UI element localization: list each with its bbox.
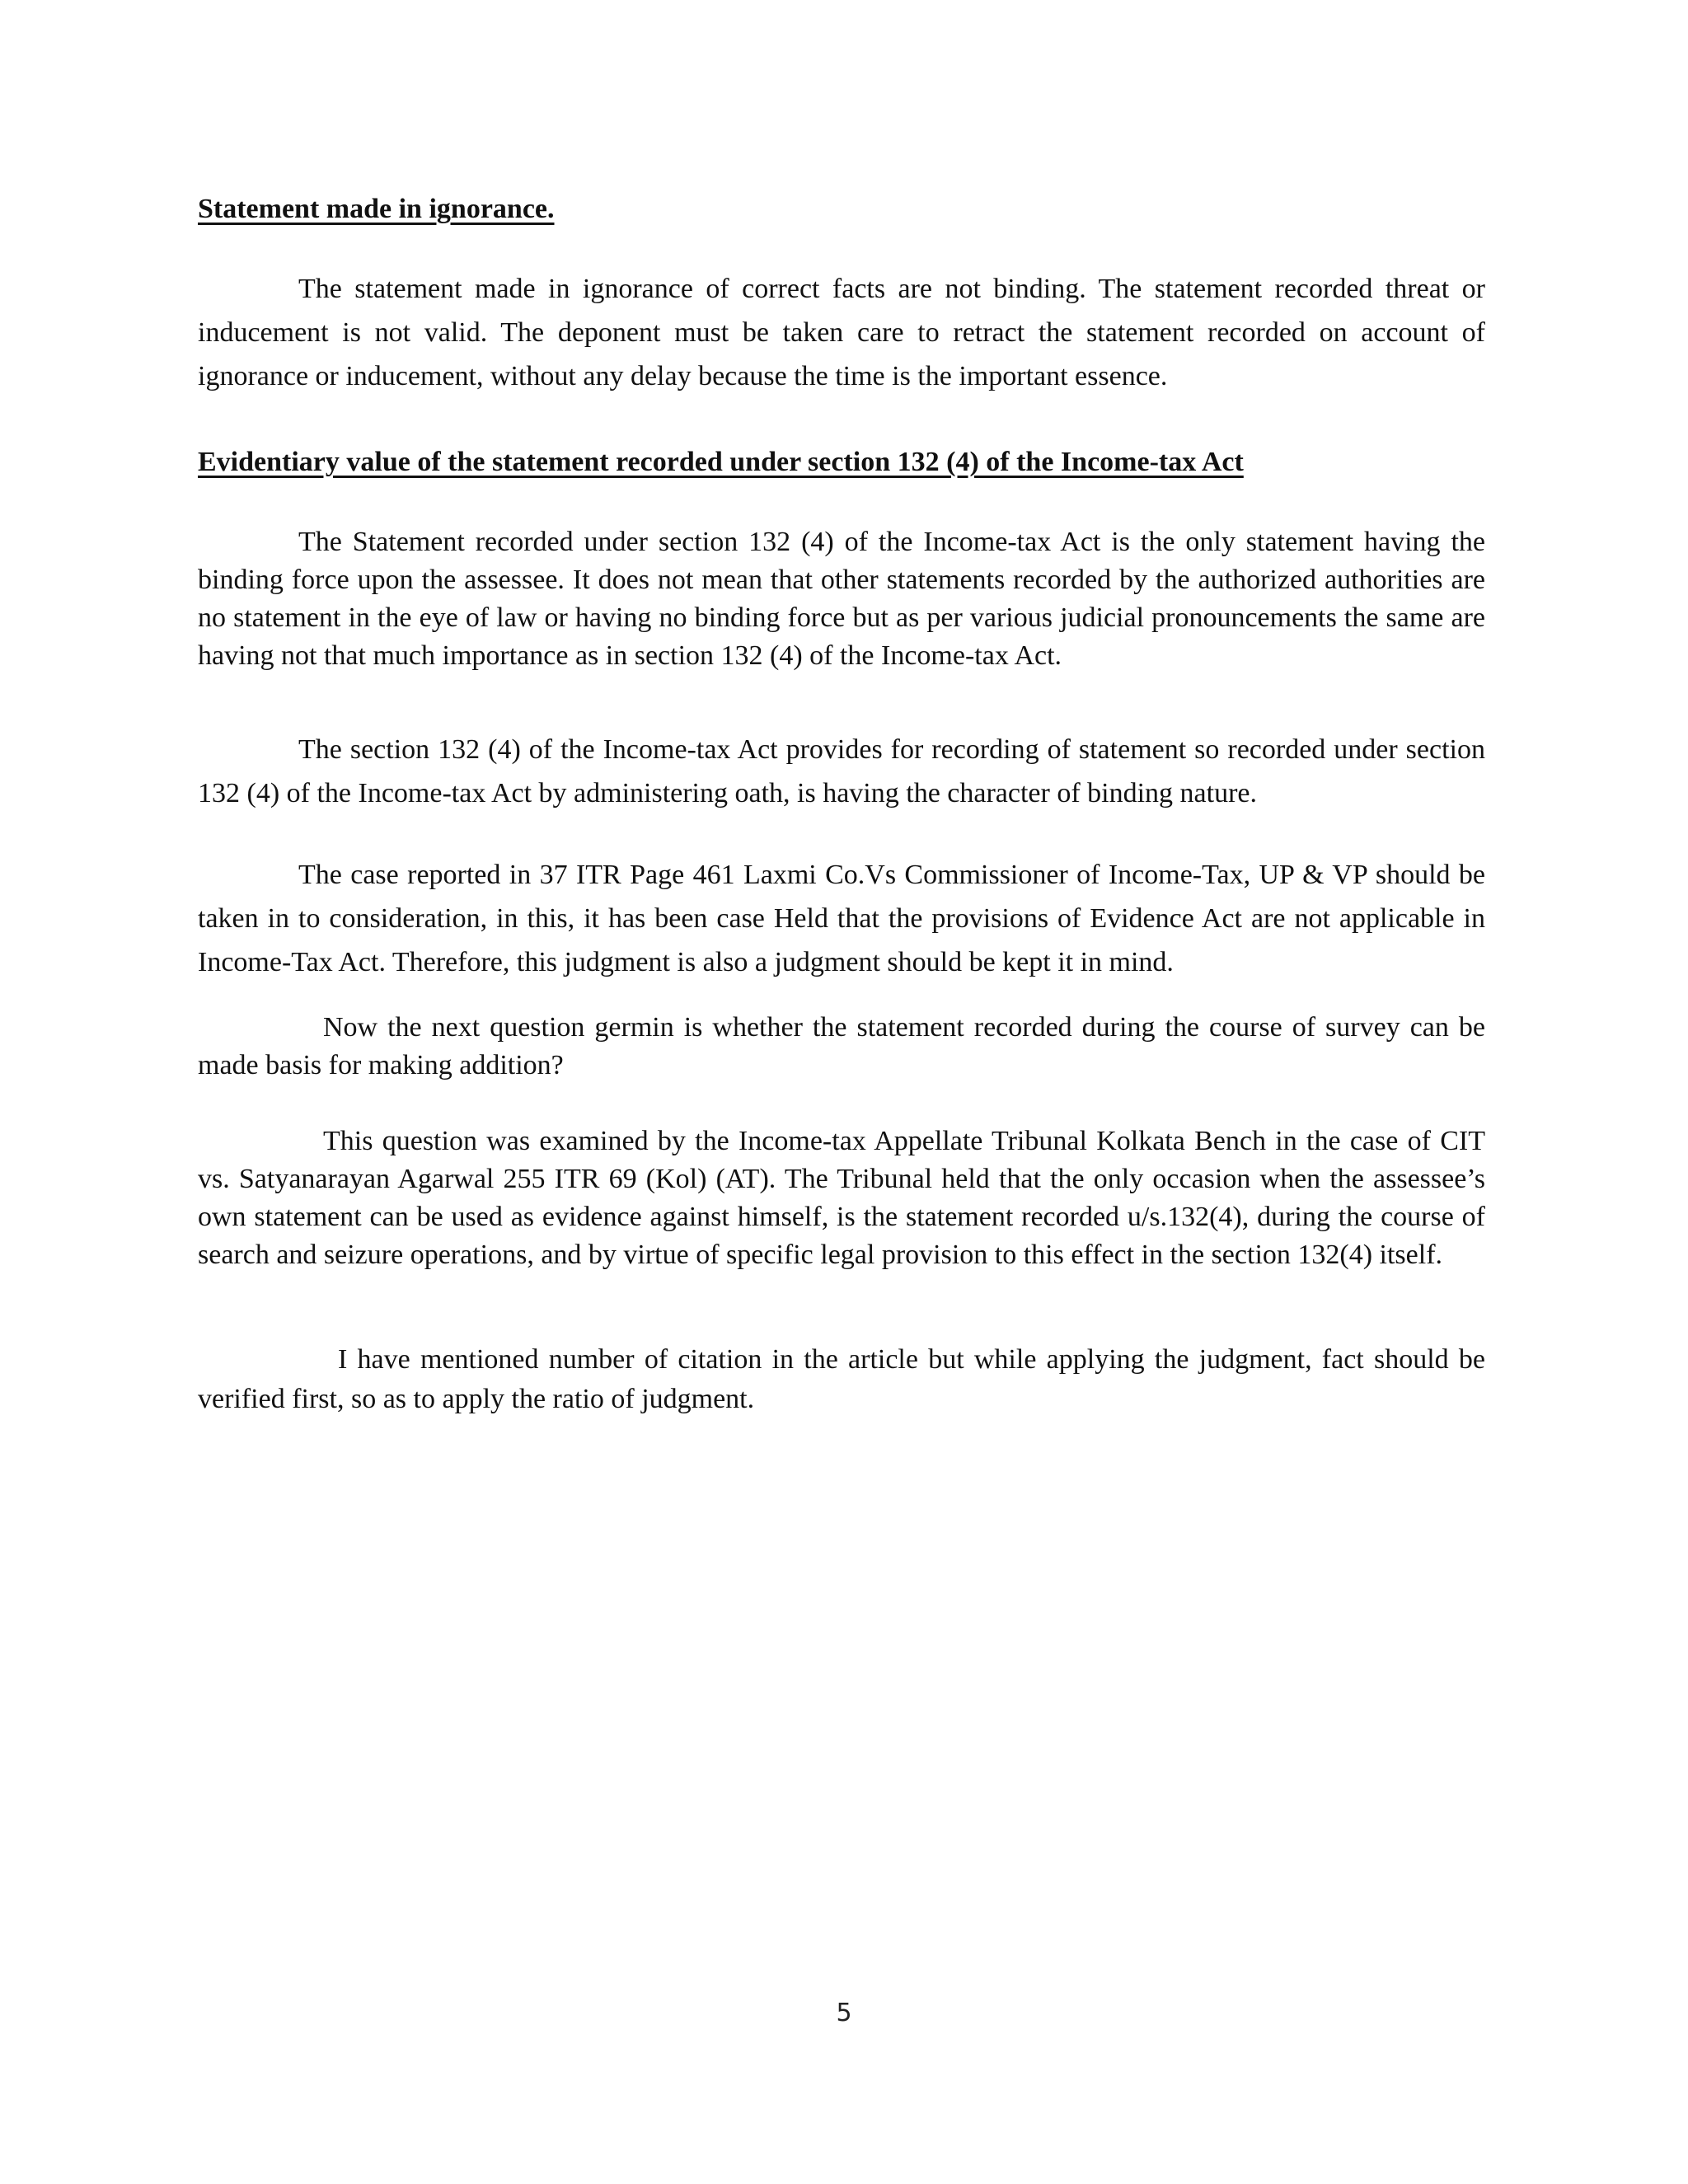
paragraph-tribunal-kolkata: This question was examined by the Income-tax Appellate Tribunal Kolkata Bench in the case of CIT vs. Satyanarayan Agarwal 255 ITR 69 (Kol) (AT). The Tribunal held that the only occasion when the assessee’s own statement can be used as evidence against himself, is the statement recorded u/s.132(4), during the course of search and seizure operations, and by virtue of specific legal provision to this effect in the section 132(4) itself. [198,1126,1485,1270]
paragraph-laxmi-case: The case reported in 37 ITR Page 461 Laxmi Co.Vs Commissioner of Income-Tax, UP & VP should be taken in to consideration, in this, it has been case Held that the provisions of Evidence Act are not applicable in Income-Tax Act. Therefore, this judgment is also a judgment should be kept it in mind. [198,860,1485,977]
paragraph-citations-note: I have mentioned number of citation in the article but while applying the judgment, fact should be verified first, so as to apply the ratio of judgment. [198,1344,1485,1414]
paragraph-survey-question: Now the next question germin is whether the statement recorded during the course of survey can be made basis for making addition? [198,1012,1485,1080]
paragraph-binding-force: The Statement recorded under section 132 (4) of the Income-tax Act is the only statement having the binding force upon the assessee. It does not mean that other statements recorded by the authorized authorities are no statement in the eye of law or having no binding force but as per various judicial pronouncements the same are having not that much importance as in section 132 (4) of the Income-tax Act. [198,527,1485,671]
paragraph-ignorance: The statement made in ignorance of correct facts are not binding. The statement recorded threat or inducement is not valid. The deponent must be taken care to retract the statement recorded on account of ignorance or inducement, without any delay because the time is the important essence. [198,274,1485,391]
page-content [198,191,1485,1419]
paragraph-administering-oath: The section 132 (4) of the Income-tax Act provides for recording of statement so recorded under section 132 (4) of the Income-tax Act by administering oath, is having the character of binding nature. [198,734,1485,808]
page-number: 5 [836,1999,852,2027]
section-heading-statement-ignorance: Statement made in ignorance. [198,194,555,224]
section-heading-evidentiary-value: Evidentiary value of the statement recorded under section 132 (4) of the Income-tax Act [198,447,1244,477]
